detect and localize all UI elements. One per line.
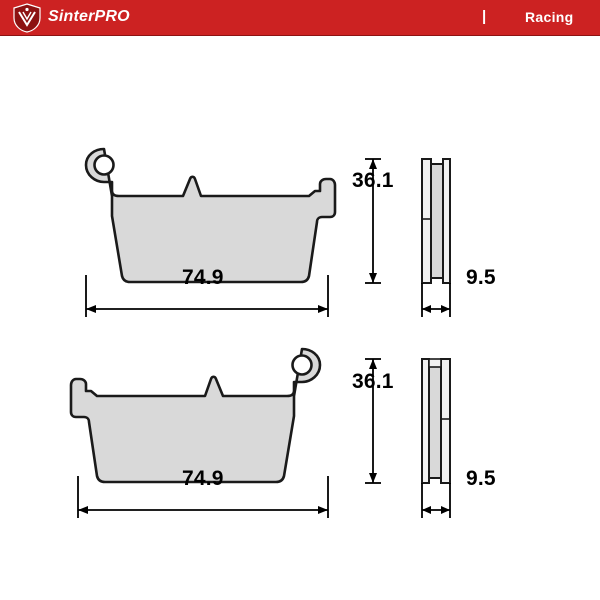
pad-top-height-label: 36.1 [352, 169, 394, 192]
pad-bottom-thickness-label: 9.5 [466, 467, 496, 490]
pad-bottom-group [71, 349, 320, 482]
pad-top-side-view [422, 159, 450, 283]
pad-bottom-mounting-hole [293, 356, 312, 375]
shield-logo-icon [12, 3, 42, 33]
pad-bottom-width-label: 74.9 [182, 467, 224, 490]
pad-top-mounting-hole [95, 156, 114, 175]
pad-bottom-height-label: 36.1 [352, 370, 394, 393]
pad-bottom-body [71, 349, 320, 482]
pad-top-group [86, 149, 335, 282]
header-bar [0, 0, 600, 36]
technical-drawing-canvas [0, 36, 600, 600]
brand-label: SinterPRO [48, 8, 130, 25]
header-separator: | [482, 8, 487, 25]
series-label: Racing [525, 9, 574, 25]
pad-top-width-label: 74.9 [182, 266, 224, 289]
pad-bottom-side-view [422, 359, 450, 483]
pad-top-thickness-label: 9.5 [466, 266, 496, 289]
pad-top-body [86, 149, 335, 282]
pads-svg [0, 36, 600, 600]
